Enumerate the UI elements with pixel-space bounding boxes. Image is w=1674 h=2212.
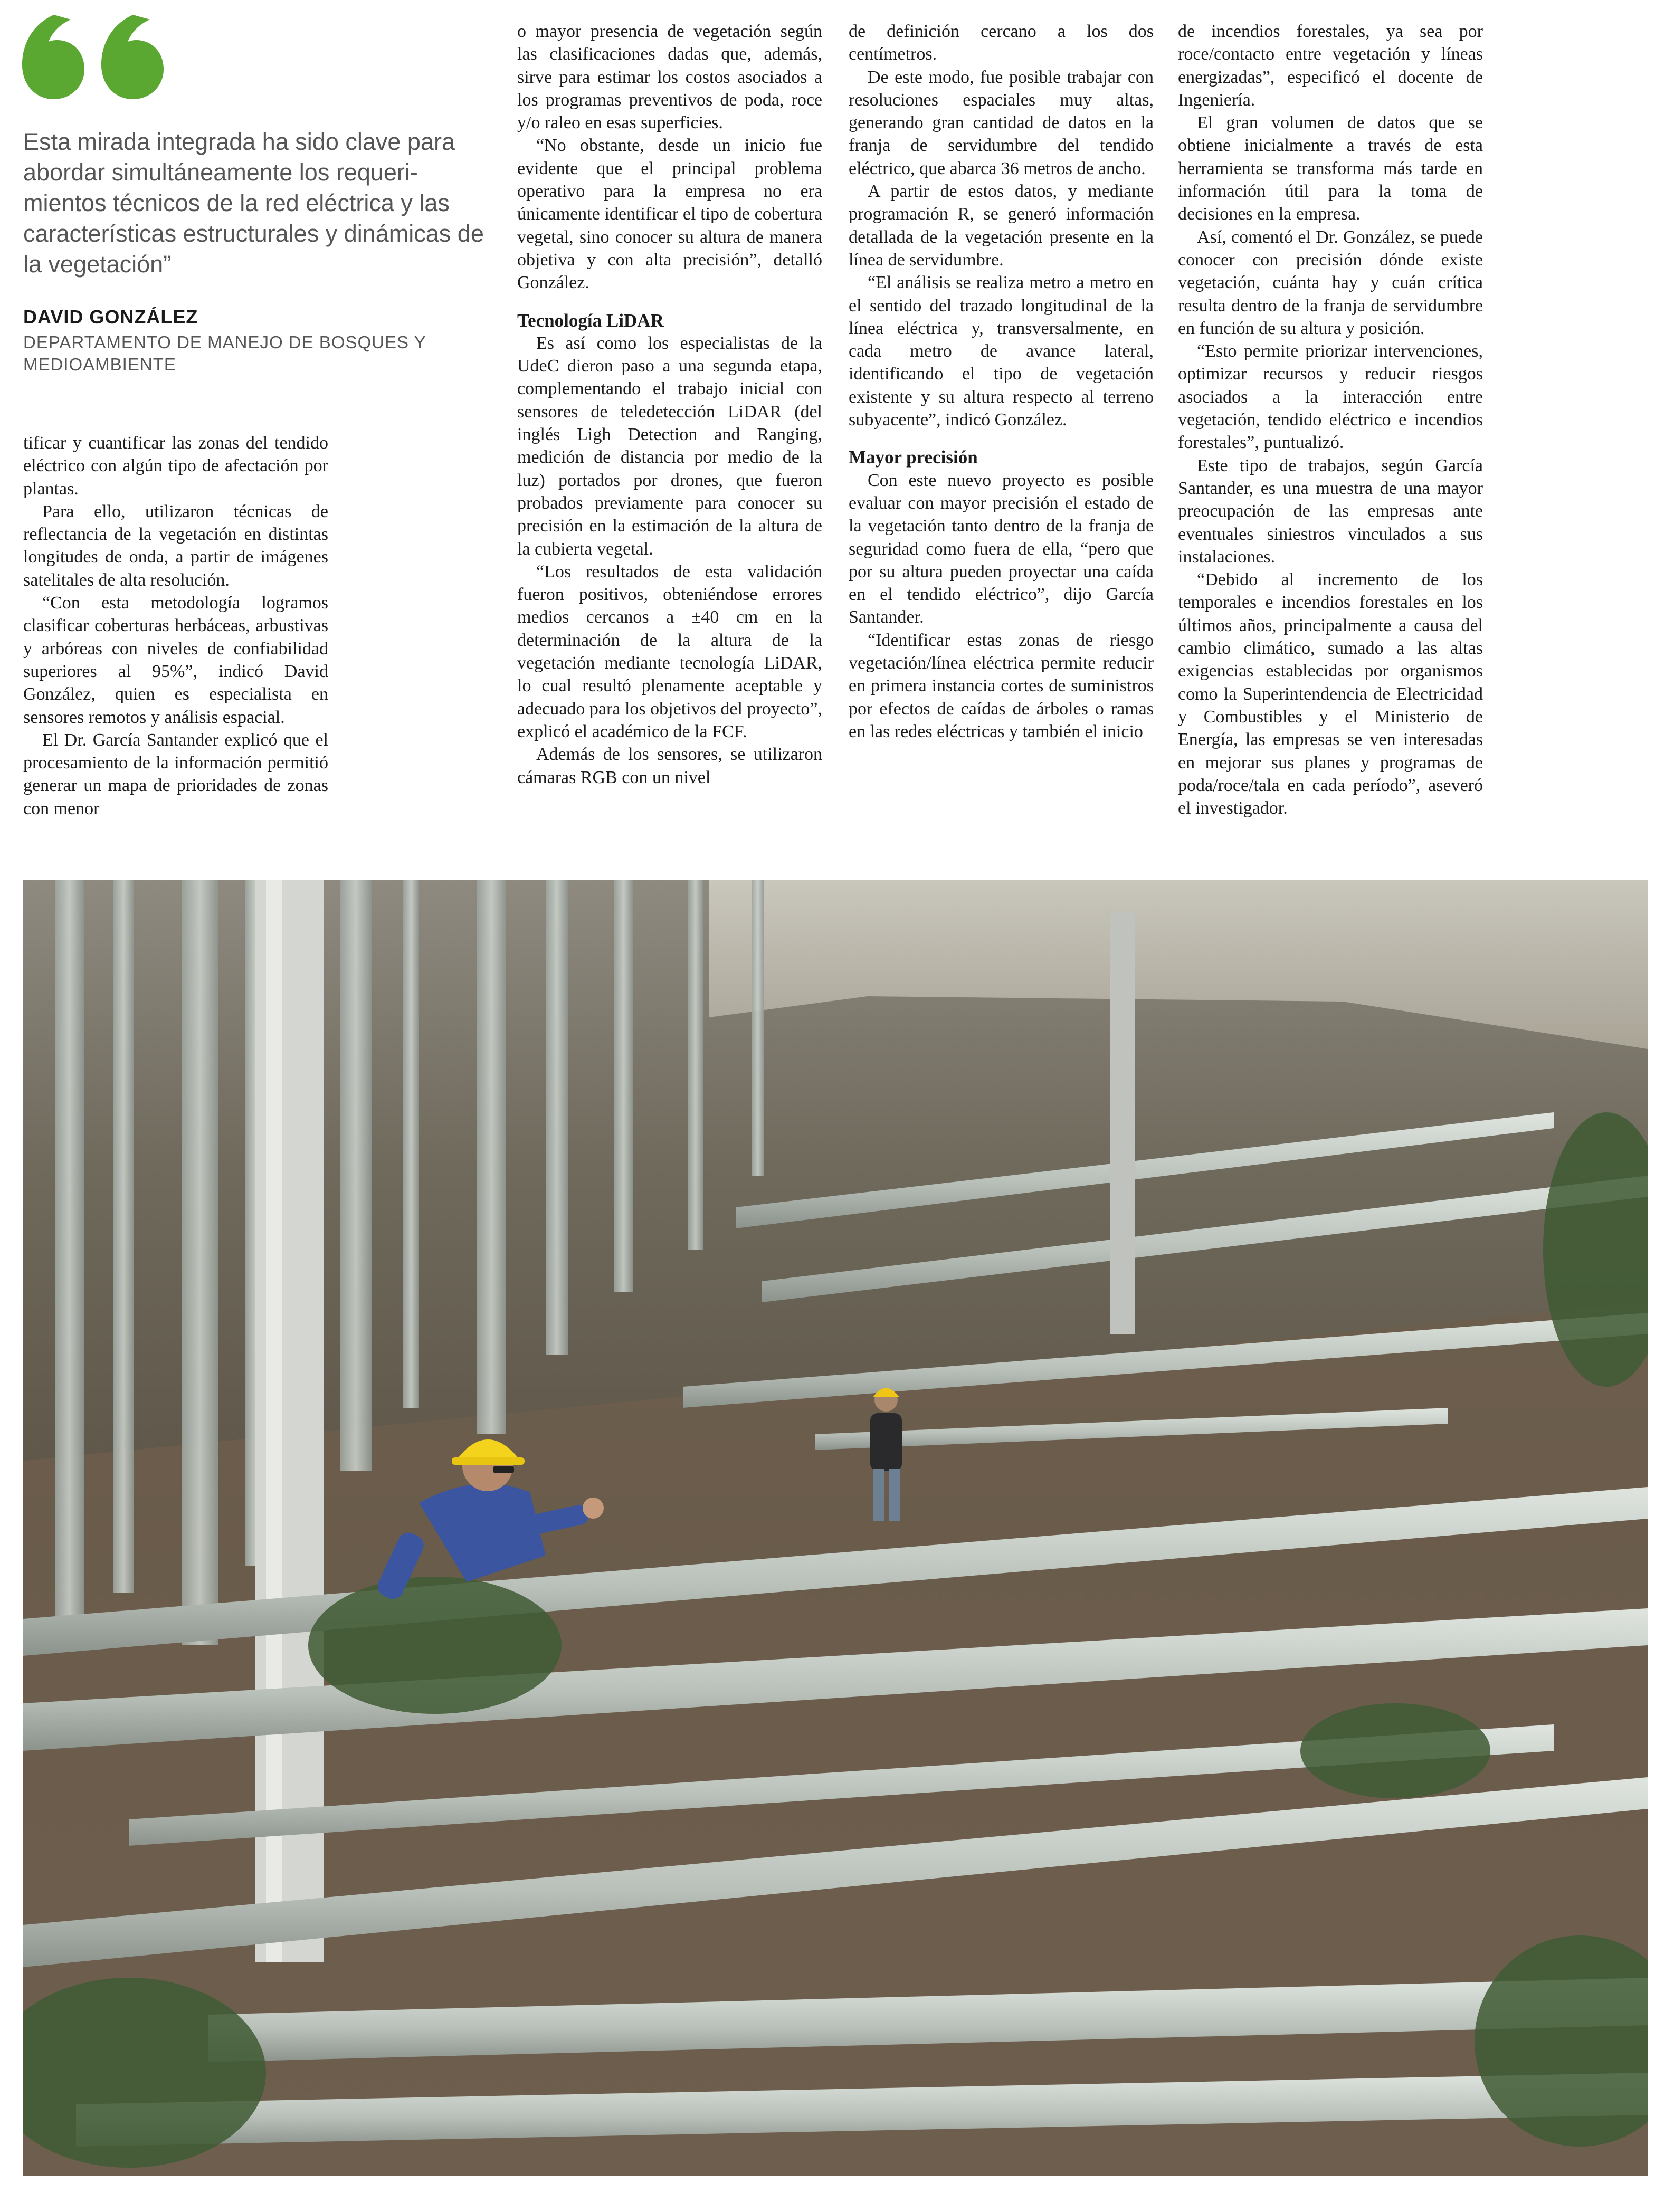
- paragraph: “No obstante, desde un inicio fue evidente que el principal problema operativo para la empresa no era únicamente identificar el tipo de cobertura vegetal, sino conocer su altura de manera objetiva y con alta precisión”, detalló González.: [517, 136, 822, 293]
- paragraph: El Dr. García Santander explicó que el procesamiento de la información permitió generar un mapa de prioridades de zonas con menor: [23, 730, 328, 818]
- paragraph: “Debido al incremento de los temporales e incendios forestales en los últimos años, principalmente a causa del cambio climático, sumado a las altas exigencias establecidas por organismos como la Superintendencia de Electricidad y Combustibles y el Ministerio de Energía, las empresas se ven interesadas en mejorar sus planes y programas de poda/roce/tala en cada período”, aseveró el investigador.: [1178, 570, 1483, 818]
- paragraph: de incendios forestales, ya sea por roce/contacto entre vegetación y líneas energizadas”, especificó el docente de Ingeniería.: [1178, 22, 1483, 110]
- paragraph: Para ello, utilizaron técnicas de reflectancia de la vegetación en distintas longitudes de onda, a partir de imágenes satelitales de alta resolución.: [23, 501, 328, 590]
- paragraph: “Identificar estas zonas de riesgo vegetación/línea eléctrica permite reducir en primera instancia cortes de suministros por efectos de caídas de árboles o ramas en las redes eléctricas y también el inicio: [849, 630, 1154, 741]
- paragraph: Este tipo de trabajos, según García Santander, es una muestra de una mayor preocupación de las empresas ante eventuales siniestros vinculados a sus instalaciones.: [1178, 455, 1483, 567]
- paragraph: de definición cercano a los dos centímetros.: [849, 22, 1154, 64]
- paragraph: Además de los sensores, se utilizaron cámaras RGB con un nivel: [517, 745, 822, 787]
- paragraph: El gran volumen de datos que se obtiene inicialmente a través de esta herramienta se transforma más tarde en información útil para la toma de decisiones en la empresa.: [1178, 113, 1483, 224]
- paragraph: “Esto permite priorizar intervenciones, optimizar recursos y reducir riesgos asociados a la interacción entre vegetación, tendido eléctrico e incendios forestales”, puntualizó.: [1178, 341, 1483, 453]
- article-column-1: [23, 432, 328, 820]
- forest-clearing-photo: [23, 880, 1648, 2176]
- paragraph: “Los resultados de esta validación fueron positivos, obteniéndose errores medios cercanos a ±40 cm en la determinación de la altura de la vegetación mediante tecnología LiDAR, lo cual resultó plenamente aceptable y adecuado para los objetivos del proyecto”, explicó el académico de la FCF.: [517, 561, 822, 741]
- paragraph: Así, comentó el Dr. González, se puede conocer con precisión dónde existe vegetación, cuánta hay y cuán crítica resulta dentro de la franja de servidumbre en función de su altura y posición.: [1178, 227, 1483, 338]
- quote-author-department: DEPARTAMENTO DE MANEJO DE BOSQUES Y MEDIOAMBIENTE: [23, 332, 426, 374]
- article-column-4: [1178, 20, 1483, 819]
- quotation-mark-icon: [21, 15, 164, 99]
- paragraph: Es así como los especialistas de la UdeC dieron paso a una segunda etapa, complementando el trabajo inicial con sensores de teledetección LiDAR (del inglés Ligh Detection and Ranging, medición de distancia por medio de la luz) portados por drones, que fueron probados previamente para conocer su precisión en la estimación de la altura de la cubierta vegetal.: [517, 333, 822, 559]
- section-heading-lidar: Tecnología LiDAR: [517, 310, 664, 331]
- paragraph: A partir de estos datos, y mediante programación R, se generó información detallada de la vegetación presente en la línea de servidumbre.: [849, 182, 1154, 270]
- quote-author: DAVID GONZÁLEZ: [23, 306, 198, 328]
- pull-quote: Esta mirada integrada ha sido clave para abordar simultáneamente los requeri-mientos técnicos de la red eléctrica y las características estructurales y dinámicas de la vegetación”: [23, 128, 484, 278]
- paragraph: tificar y cuantificar las zonas del tendido eléctrico con algún tipo de afectación por plantas.: [23, 433, 328, 499]
- paragraph: “Con esta metodología logramos clasificar coberturas herbáceas, arbustivas y arbóreas con niveles de confiabilidad superiores al 95%”, indicó David González, quien es especialista en sensores remotos y análisis espacial.: [23, 593, 328, 727]
- paragraph: “El análisis se realiza metro a metro en el sentido del trazado longitudinal de la línea eléctrica y, transversalmente, en cada metro de avance lateral, identificando el tipo de vegetación existente y su altura respecto al terreno subyacente”, indicó González.: [849, 273, 1154, 430]
- article-column-3: [849, 20, 1154, 743]
- paragraph: Con este nuevo proyecto es posible evaluar con mayor precisión el estado de la vegetación tanto dentro de la franja de seguridad como fuera de ella, “pero que por su altura pueden proyectar una caída en el tendido eléctrico”, dijo García Santander.: [849, 470, 1154, 627]
- article-column-2: [517, 20, 822, 789]
- paragraph: o mayor presencia de vegetación según las clasificaciones dadas que, además, sirve para estimar los costos asociados a los programas preventivos de poda, roce y/o raleo en esas superficies.: [517, 22, 822, 133]
- paragraph: De este modo, fue posible trabajar con resoluciones espaciales muy altas, generando gran cantidad de datos en la franja de servidumbre del tendido eléctrico, que abarca 36 metros de ancho.: [849, 67, 1154, 178]
- section-heading-precision: Mayor precisión: [849, 447, 978, 468]
